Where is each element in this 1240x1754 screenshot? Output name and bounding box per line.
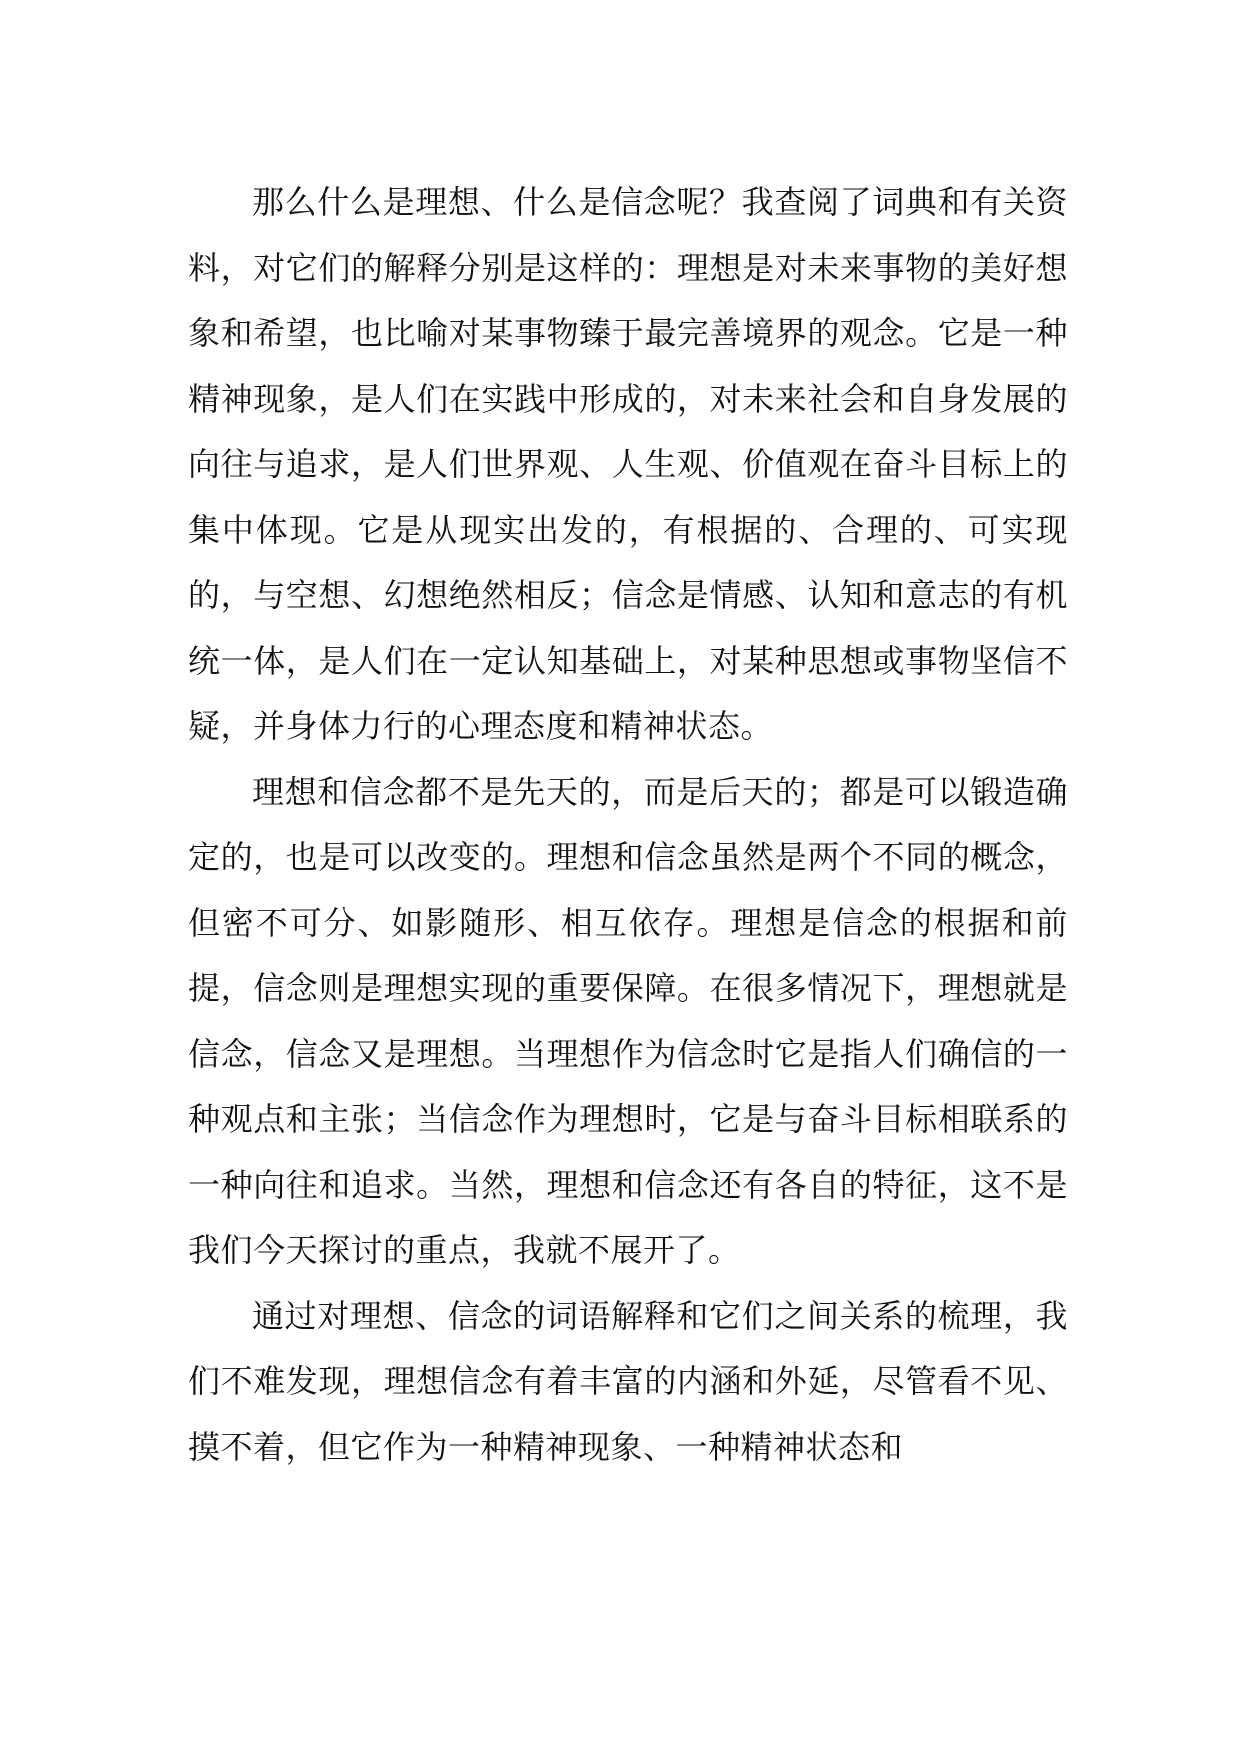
paragraph-conclusion: 通过对理想、信念的词语解释和它们之间关系的梳理，我们不难发现，理想信念有着丰富的内涵和外延，尽管看不见、摸不着，但它作为一种精神现象、一种精神状态和 [188, 1296, 1068, 1466]
paragraph-relationship: 理想和信念都不是先天的，而是后天的；都是可以锻造确定的，也是可以改变的。理想和信念虽然是两个不同的概念，但密不可分、如影随形、相互依存。理想是信念的根据和前提，信念则是理想实现的重要保障。在很多情况下，理想就是信念，信念又是理想。当理想作为信念时它是指人们确信的一种观点和主张；当信念作为理想时，它是与奋斗目标相联系的一种向往和追求。当然，理想和信念还有各自的特征，这不是我们今天探讨的重点，我就不展开了。 [188, 772, 1068, 1269]
body-text [188, 170, 1068, 1480]
paragraph-definitions: 那么什么是理想、什么是信念呢？我查阅了词典和有关资料，对它们的解释分别是这样的：理想是对未来事物的美好想象和希望，也比喻对某事物臻于最完善境界的观念。它是一种精神现象，是人们在实践中形成的，对未来社会和自身发展的向往与追求，是人们世界观、人生观、价值观在奋斗目标上的集中体现。它是从现实出发的，有根据的、合理的、可实现的，与空想、幻想绝然相反；信念是情感、认知和意志的有机统一体，是人们在一定认知基础上，对某种思想或事物坚信不疑，并身体力行的心理态度和精神状态。 [188, 183, 1068, 745]
